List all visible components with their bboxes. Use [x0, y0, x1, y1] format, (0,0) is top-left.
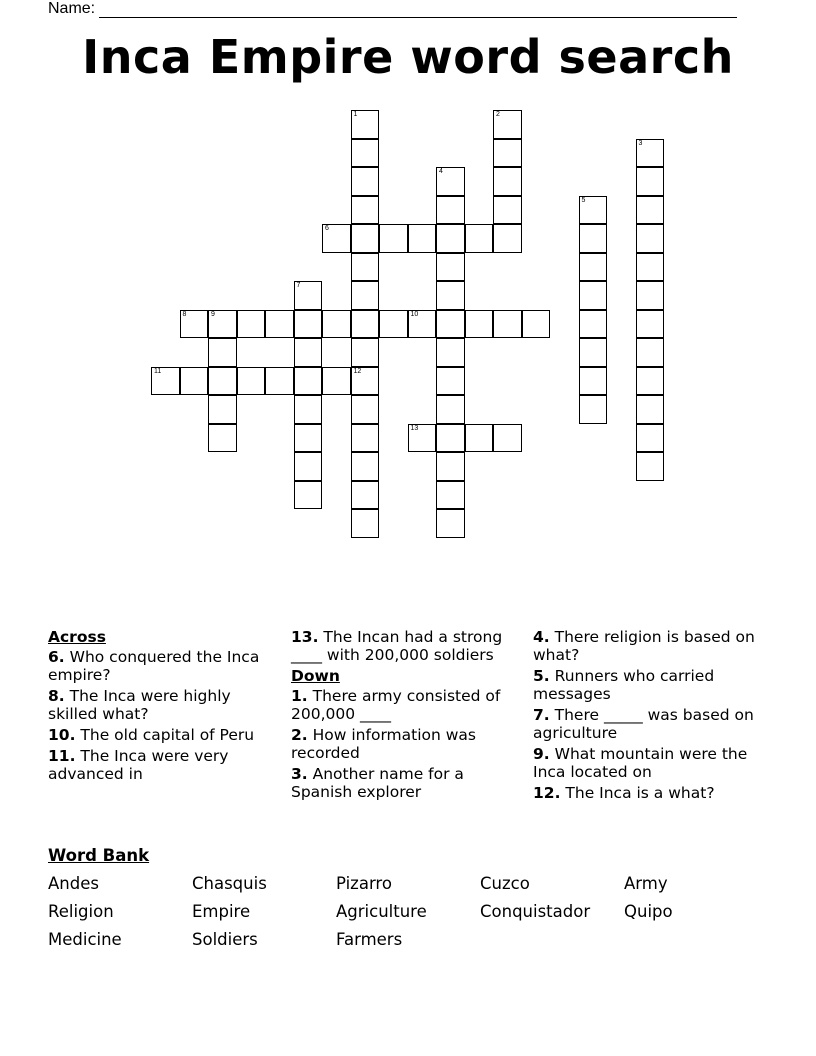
crossword-cell[interactable]: [294, 310, 323, 339]
crossword-cell[interactable]: [379, 310, 408, 339]
crossword-cell[interactable]: [322, 224, 351, 253]
crossword-cell[interactable]: [436, 424, 465, 453]
crossword-cell[interactable]: [351, 110, 380, 139]
crossword-cell[interactable]: [294, 395, 323, 424]
crossword-cell[interactable]: [180, 367, 209, 396]
crossword-cell[interactable]: [208, 338, 237, 367]
crossword-cell[interactable]: [522, 310, 551, 339]
crossword-cell[interactable]: [436, 509, 465, 538]
crossword-cell[interactable]: [493, 310, 522, 339]
crossword-cell[interactable]: [636, 224, 665, 253]
crossword-cell[interactable]: [579, 224, 608, 253]
crossword-cell[interactable]: [151, 367, 180, 396]
crossword-cell[interactable]: [351, 424, 380, 453]
crossword-cell[interactable]: [436, 281, 465, 310]
crossword-cell[interactable]: [636, 196, 665, 225]
crossword-cell[interactable]: [436, 310, 465, 339]
crossword-cell[interactable]: [465, 310, 494, 339]
word-bank-item: Soldiers: [192, 930, 258, 949]
crossword-cell[interactable]: [493, 167, 522, 196]
crossword-cell[interactable]: [180, 310, 209, 339]
crossword-cell[interactable]: [351, 253, 380, 282]
cell-number: 8: [182, 310, 187, 318]
crossword-cell[interactable]: [408, 224, 437, 253]
crossword-cell[interactable]: [436, 452, 465, 481]
crossword-cell[interactable]: [436, 224, 465, 253]
crossword-cell[interactable]: [237, 310, 266, 339]
crossword-cell[interactable]: [351, 367, 380, 396]
word-bank-item: Empire: [192, 902, 251, 921]
crossword-cell[interactable]: [294, 281, 323, 310]
crossword-cell[interactable]: [322, 367, 351, 396]
crossword-cell[interactable]: [636, 139, 665, 168]
crossword-cell[interactable]: [579, 367, 608, 396]
crossword-cell[interactable]: [351, 395, 380, 424]
word-bank-item: Agriculture: [336, 902, 427, 921]
word-bank-item: Cuzco: [480, 874, 530, 893]
cell-number: 2: [496, 111, 500, 118]
crossword-cell[interactable]: [408, 310, 437, 339]
word-bank-item: Medicine: [48, 930, 122, 949]
crossword-cell[interactable]: [493, 424, 522, 453]
cell-number: 4: [439, 168, 443, 175]
crossword-cell[interactable]: [294, 424, 323, 453]
clue-across-13: 13. The Incan had a strong ____ with 200,000 soldiers: [291, 628, 503, 664]
cell-number: 9: [211, 310, 215, 318]
cell-number: 5: [581, 196, 586, 204]
cell-number: 13: [410, 424, 419, 432]
clue-down-4: 4. There religion is based on what?: [533, 628, 755, 664]
word-bank-item: Andes: [48, 874, 99, 893]
crossword-cell[interactable]: [294, 452, 323, 481]
crossword-cell[interactable]: [379, 224, 408, 253]
crossword-cell[interactable]: [351, 509, 380, 538]
word-bank-item: Pizarro: [336, 874, 392, 893]
word-bank-item: Farmers: [336, 930, 403, 949]
crossword-cell[interactable]: [493, 110, 522, 139]
crossword-cell[interactable]: [436, 367, 465, 396]
across-header: Across: [48, 628, 106, 646]
clue-down-3: 3. Another name for a Spanish explorer: [291, 765, 464, 801]
crossword-cell[interactable]: [493, 139, 522, 168]
crossword-cell[interactable]: [493, 196, 522, 225]
crossword-cell[interactable]: [579, 281, 608, 310]
word-bank-item: Conquistador: [480, 902, 591, 921]
crossword-cell[interactable]: [465, 224, 494, 253]
crossword-cell[interactable]: [208, 395, 237, 424]
crossword-cell[interactable]: [351, 167, 380, 196]
clue-across-10: 10. The old capital of Peru: [48, 726, 255, 744]
clue-down-7: 7. There _____ was based on agriculture: [533, 706, 754, 742]
crossword-cell[interactable]: [436, 481, 465, 510]
crossword-cell[interactable]: [208, 310, 237, 339]
word-bank-item: Army: [624, 874, 668, 893]
crossword-cell[interactable]: [322, 310, 351, 339]
crossword-cell[interactable]: [351, 196, 380, 225]
cell-number: 1: [353, 111, 358, 118]
cell-number: 12: [353, 367, 362, 375]
word-bank-item: Religion: [48, 902, 114, 921]
crossword-cell[interactable]: [636, 395, 665, 424]
crossword-cell[interactable]: [636, 281, 665, 310]
clue-across-8: 8. The Inca were highly skilled what?: [48, 687, 231, 723]
clues-column-3: [533, 628, 773, 805]
cell-number: 7: [296, 282, 301, 289]
crossword-cell[interactable]: [636, 367, 665, 396]
crossword-cell[interactable]: [636, 310, 665, 339]
crossword-cell[interactable]: [408, 424, 437, 453]
clue-across-6: 6. Who conquered the Inca empire?: [48, 648, 260, 684]
cell-number: 3: [638, 139, 643, 147]
crossword-cell[interactable]: [579, 310, 608, 339]
crossword-cell[interactable]: [636, 424, 665, 453]
clue-across-11: 11. The Inca were very advanced in: [48, 747, 229, 783]
crossword-cell[interactable]: [636, 452, 665, 481]
crossword-cell[interactable]: [237, 367, 266, 396]
crossword-cell[interactable]: [636, 338, 665, 367]
crossword-cell[interactable]: [208, 367, 237, 396]
word-bank-title: Word Bank: [48, 846, 150, 865]
crossword-cell[interactable]: [465, 424, 494, 453]
crossword-cell[interactable]: [351, 281, 380, 310]
cell-number: 11: [154, 367, 162, 375]
clue-down-9: 9. What mountain were the Inca located on: [533, 745, 748, 781]
page-title: Inca Empire word search: [82, 30, 734, 84]
crossword-cell[interactable]: [294, 481, 323, 510]
cell-number: 10: [410, 310, 419, 318]
crossword-cell[interactable]: [436, 167, 465, 196]
crossword-cell[interactable]: [351, 481, 380, 510]
down-header: Down: [291, 667, 340, 685]
crossword-cell[interactable]: [579, 253, 608, 282]
clue-down-5: 5. Runners who carried messages: [533, 667, 715, 703]
clues-column-2: [291, 628, 523, 804]
crossword-cell[interactable]: [208, 424, 237, 453]
crossword-cell[interactable]: [351, 224, 380, 253]
crossword-cell[interactable]: [579, 395, 608, 424]
crossword-cell[interactable]: [636, 167, 665, 196]
cell-number: 6: [325, 225, 329, 232]
word-bank-item: Chasquis: [192, 874, 267, 893]
crossword-cell[interactable]: [579, 338, 608, 367]
clue-down-2: 2. How information was recorded: [291, 726, 477, 762]
word-bank-item: Quipo: [624, 902, 673, 921]
crossword-cell[interactable]: [294, 367, 323, 396]
crossword-cell[interactable]: [265, 367, 294, 396]
crossword-cell[interactable]: [436, 338, 465, 367]
crossword-cell[interactable]: [351, 452, 380, 481]
name-label: Name:: [48, 0, 96, 17]
crossword-cell[interactable]: [636, 253, 665, 282]
clue-down-1: 1. There army consisted of 200,000 ____: [291, 687, 501, 723]
crossword-cell[interactable]: [294, 338, 323, 367]
clue-down-12: 12. The Inca is a what?: [533, 784, 715, 802]
clues-column-1: [48, 628, 278, 786]
crossword-cell[interactable]: [351, 310, 380, 339]
crossword-cell[interactable]: [436, 395, 465, 424]
crossword-cell[interactable]: [351, 139, 380, 168]
crossword-cell[interactable]: [436, 196, 465, 225]
crossword-cell[interactable]: [436, 253, 465, 282]
crossword-cell[interactable]: [493, 224, 522, 253]
crossword-cell[interactable]: [265, 310, 294, 339]
crossword-cell[interactable]: [351, 338, 380, 367]
crossword-cell[interactable]: [579, 196, 608, 225]
